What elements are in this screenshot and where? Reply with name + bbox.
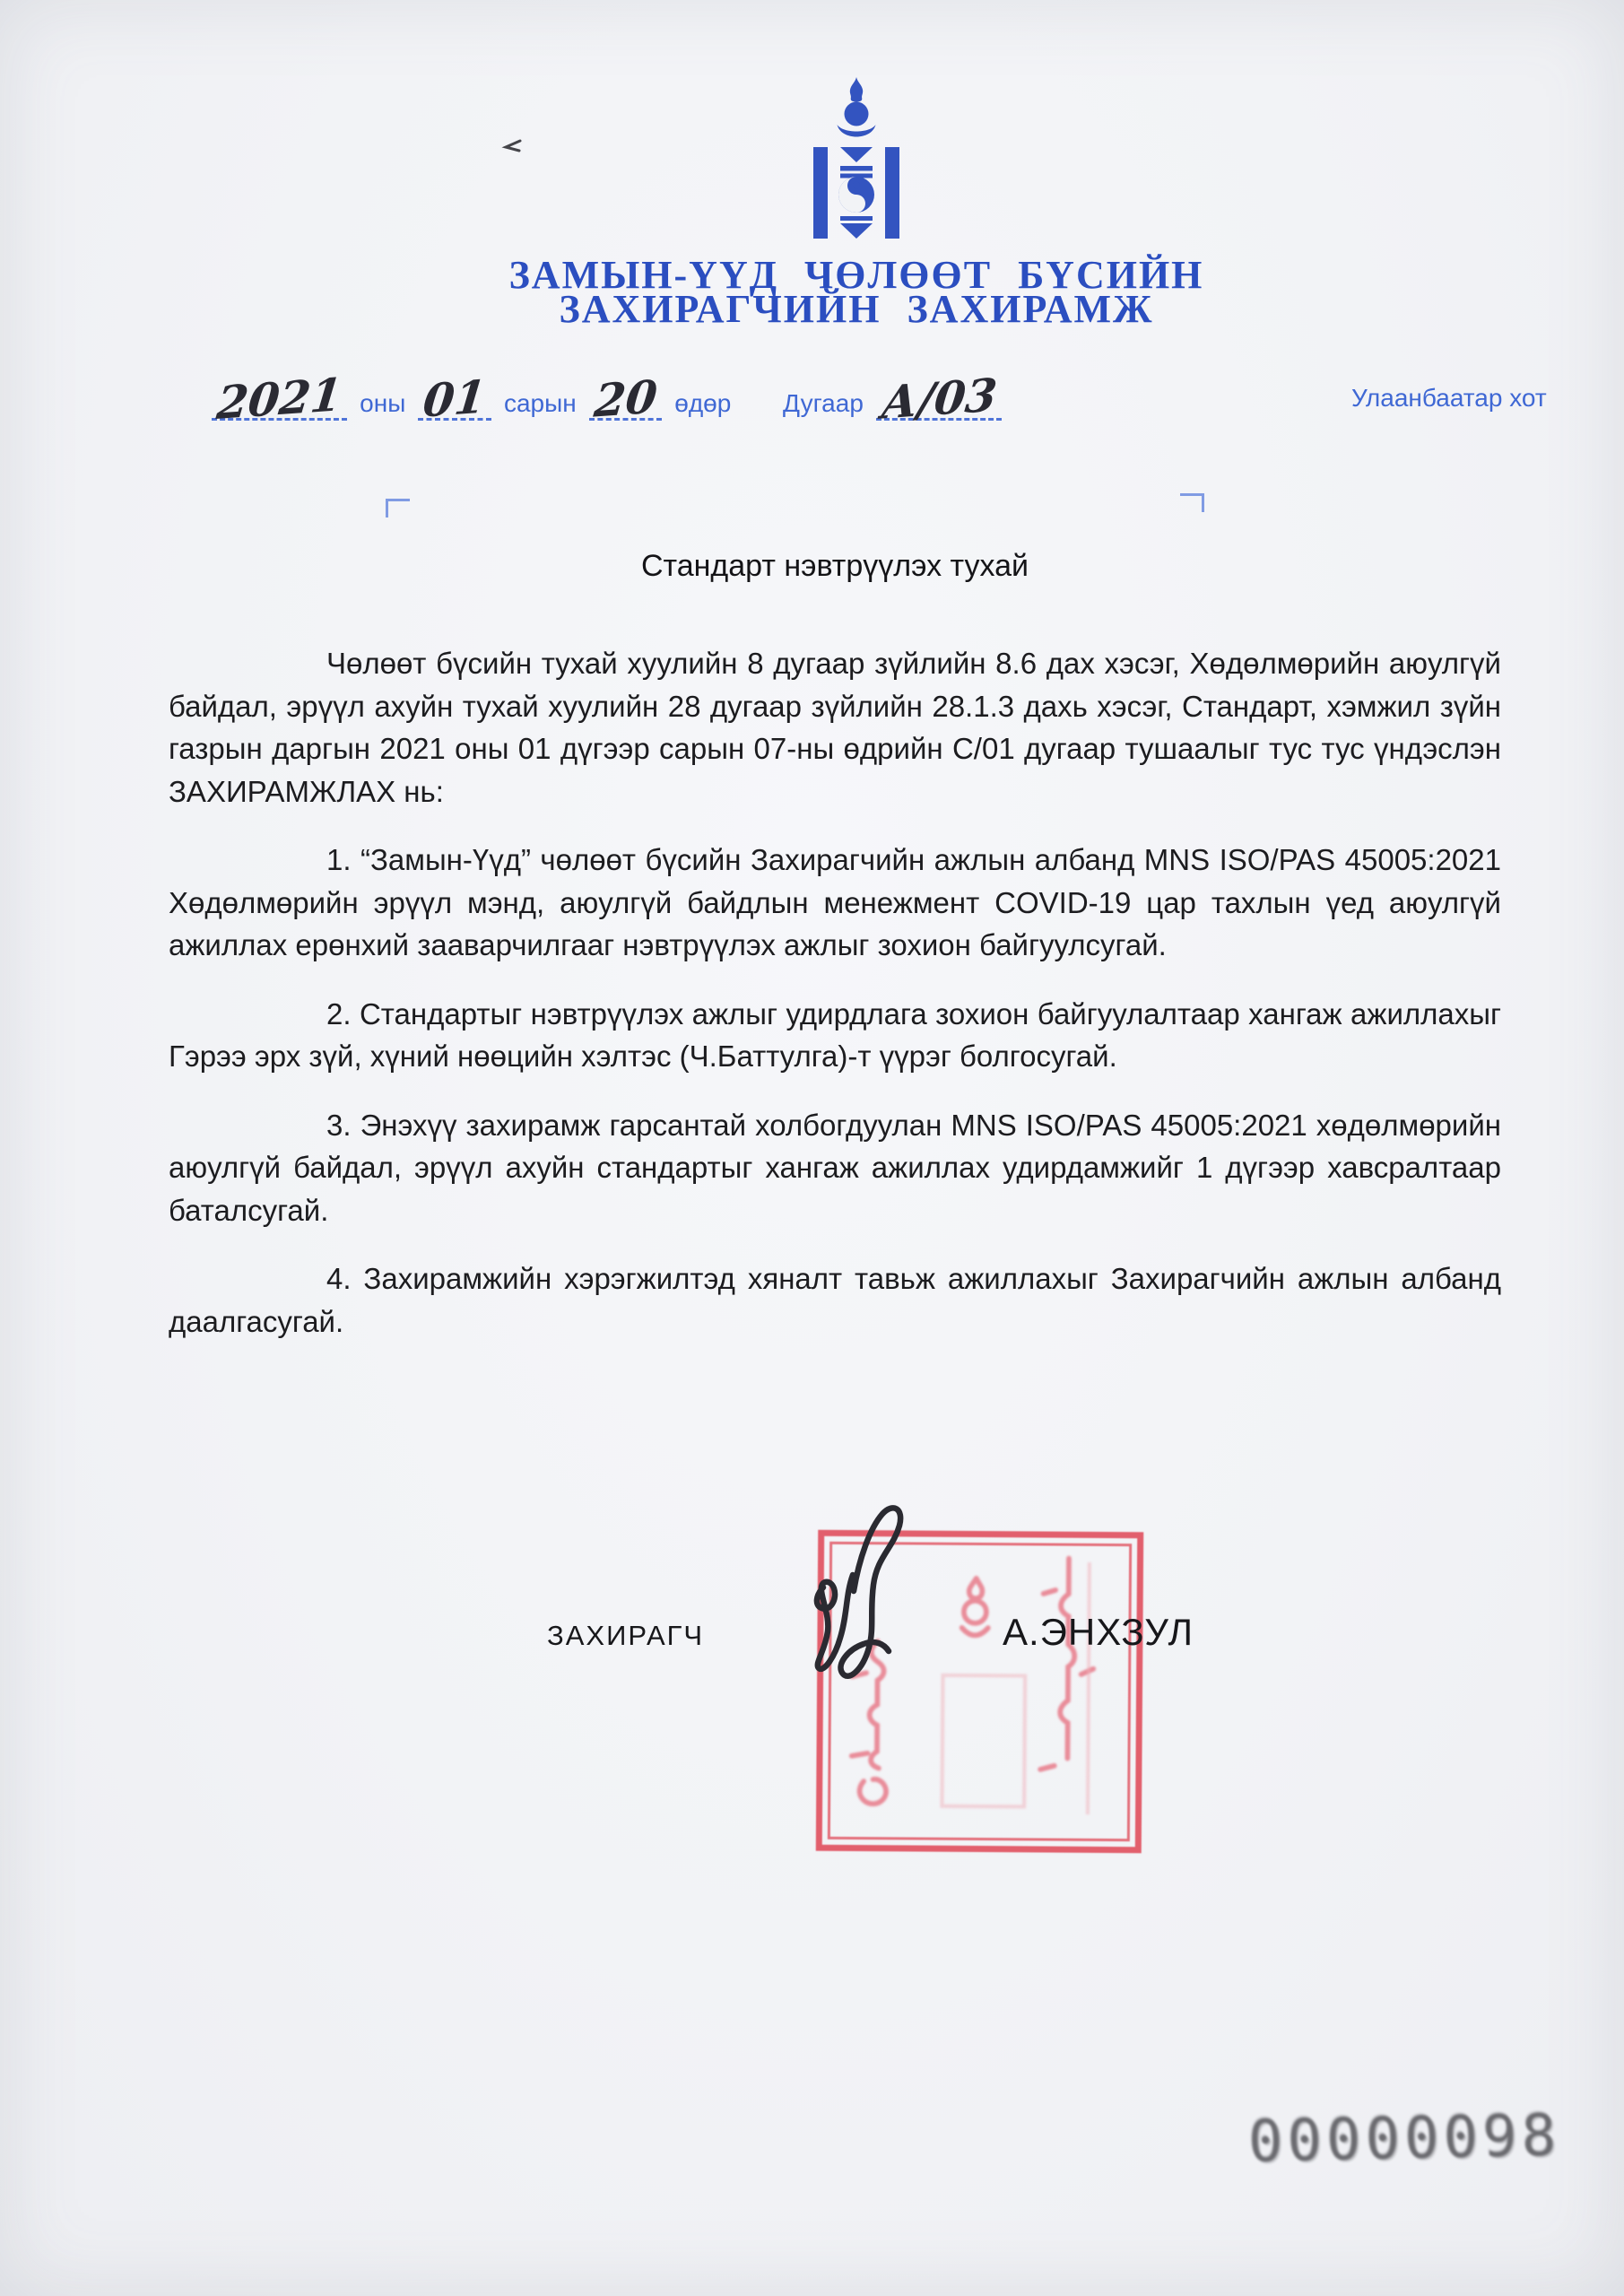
ordered-item-2: 2. Стандартыг нэвтрүүлэх ажлыг удирдлага зохион байгуулалтаар хангаж ажиллахыг Гэрээ эрх зүй, хүний нөөцийн хэлтэс (Ч.Баттулга)-т үүрэг болгосугай. <box>169 996 1501 1073</box>
signer-name: А.ЭНХЗУЛ <box>1003 1611 1194 1653</box>
date-month-label: сарын <box>503 389 577 417</box>
date-month-slot <box>418 370 491 428</box>
signature-scribble <box>812 1501 918 1693</box>
org-title-line2: ЗАХИРАГЧИЙН ЗАХИРАМЖ <box>559 287 1154 331</box>
document-number-slot <box>876 368 1003 430</box>
date-year-value: 2021 <box>214 367 345 430</box>
date-day-label: өдөр <box>674 389 732 417</box>
date-line <box>212 367 732 430</box>
serial-number-stamp: 00000098 <box>1247 2102 1561 2176</box>
document-subject: Стандарт нэвтрүүлэх тухай <box>640 549 1029 583</box>
soyombo-emblem-icon <box>813 77 899 240</box>
city-label: Улаанбаатар хот <box>1351 384 1547 412</box>
corner-bracket-left <box>386 499 410 517</box>
document-number-label: Дугаар <box>783 389 864 417</box>
intro-paragraph: Чөлөөт бүсийн тухай хуулийн 8 дугаар зүйлийн 8.6 дах хэсэг, Хөдөлмөрийн аюулгүй байдал, эрүүл ахуйн тухай хуулийн 28 дугаар зүйлийн 28.1.3 дахь хэсэг, Стандарт, хэмжил зүйн газрын даргын 2021 оны 01 дүгээр сарын 07-ны өдрийн С/01 дугаар тушаалыг тус тус үндэслэн ЗАХИРАМЖЛАХ нь: <box>169 647 1501 808</box>
date-year-slot <box>212 367 347 430</box>
document-number <box>783 368 1002 430</box>
corner-bracket-right <box>1180 493 1204 512</box>
org-title <box>44 253 1624 331</box>
date-day-value: 20 <box>591 370 660 428</box>
document-body <box>169 642 1501 1369</box>
date-day-slot <box>589 370 663 428</box>
ordered-item-3: 3. Энэхүү захирамж гарсантай холбогдуулан MNS ISO/PAS 45005:2021 хөдөлмөрийн аюулгүй байдал, эрүүл ахуйн стандартыг хангаж ажиллах удирдамжийг 1 дүгээр хавсралтаар баталсугай. <box>169 1108 1501 1227</box>
ordered-item-1: 1. “Замын-Үүд” чөлөөт бүсийн Захирагчийн ажлын албанд MNS ISO/PAS 45005:2021 Хөдөлмөрийн эрүүл мэнд, аюулгүй байдлын менежмент COVID-19 цар тахлын үед аюулгүй ажиллах ерөнхий зааварчилгааг нэвтрүүлэх ажлыг зохион байгуулсугай. <box>169 843 1501 961</box>
org-title-line1: ЗАМЫН-ҮҮД ЧӨЛӨӨТ БҮСИЙН <box>508 253 1204 297</box>
signer-title: ЗАХИРАГЧ <box>547 1620 705 1651</box>
date-year-label: оны <box>360 389 406 417</box>
ordered-item-4: 4. Захирамжийн хэрэгжилтэд хяналт тавьж ажиллахыг Захирагчийн ажлын албанд даалгасугай. <box>169 1262 1501 1338</box>
document-number-value: А/03 <box>878 368 1000 430</box>
pen-mark <box>500 136 524 160</box>
date-month-value: 01 <box>421 370 490 428</box>
